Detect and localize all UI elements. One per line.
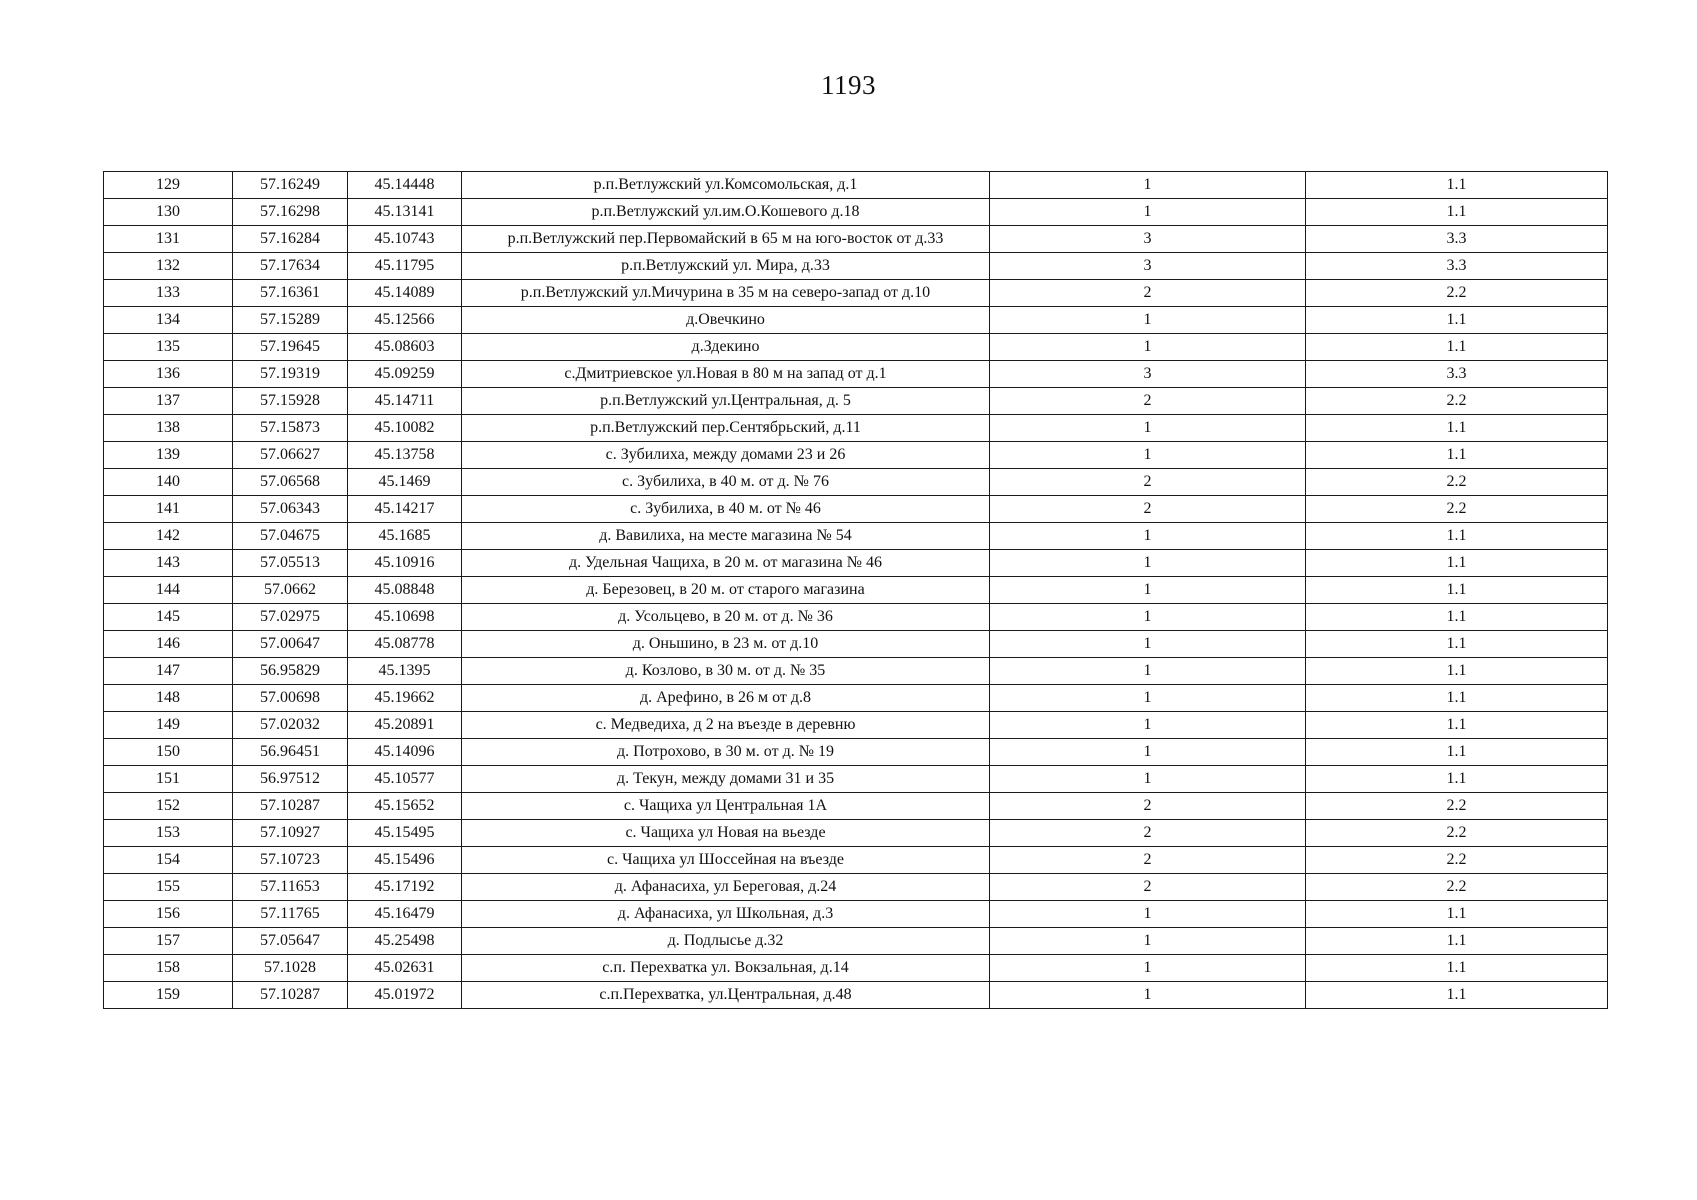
longitude-cell: 45.09259 xyxy=(348,361,462,388)
container-count-cell: 2 xyxy=(990,388,1306,415)
row-number-cell: 156 xyxy=(104,901,233,928)
volume-cell: 2.2 xyxy=(1306,847,1608,874)
address-cell: д. Подлысье д.32 xyxy=(462,928,990,955)
container-count-cell: 2 xyxy=(990,280,1306,307)
address-cell: д. Текун, между домами 31 и 35 xyxy=(462,766,990,793)
table-row xyxy=(104,442,1608,469)
longitude-cell: 45.17192 xyxy=(348,874,462,901)
latitude-cell: 57.19319 xyxy=(233,361,348,388)
table-row xyxy=(104,982,1608,1009)
latitude-cell: 57.10287 xyxy=(233,982,348,1009)
address-cell: р.п.Ветлужский ул.Мичурина в 35 м на северо-запад от д.10 xyxy=(462,280,990,307)
table-row xyxy=(104,766,1608,793)
longitude-cell: 45.1395 xyxy=(348,658,462,685)
volume-cell: 1.1 xyxy=(1306,631,1608,658)
volume-cell: 1.1 xyxy=(1306,577,1608,604)
table-row xyxy=(104,955,1608,982)
longitude-cell: 45.10082 xyxy=(348,415,462,442)
latitude-cell: 57.00698 xyxy=(233,685,348,712)
longitude-cell: 45.02631 xyxy=(348,955,462,982)
longitude-cell: 45.14448 xyxy=(348,172,462,199)
table-row xyxy=(104,847,1608,874)
volume-cell: 2.2 xyxy=(1306,820,1608,847)
address-cell: с.Дмитриевское ул.Новая в 80 м на запад от д.1 xyxy=(462,361,990,388)
row-number-cell: 137 xyxy=(104,388,233,415)
container-count-cell: 1 xyxy=(990,172,1306,199)
volume-cell: 2.2 xyxy=(1306,874,1608,901)
longitude-cell: 45.08778 xyxy=(348,631,462,658)
table-row xyxy=(104,550,1608,577)
volume-cell: 1.1 xyxy=(1306,739,1608,766)
volume-cell: 1.1 xyxy=(1306,550,1608,577)
latitude-cell: 57.04675 xyxy=(233,523,348,550)
longitude-cell: 45.15652 xyxy=(348,793,462,820)
table-row xyxy=(104,469,1608,496)
address-cell: с. Чащиха ул Новая на вьезде xyxy=(462,820,990,847)
volume-cell: 1.1 xyxy=(1306,415,1608,442)
table-row xyxy=(104,496,1608,523)
longitude-cell: 45.10698 xyxy=(348,604,462,631)
longitude-cell: 45.14089 xyxy=(348,280,462,307)
table-row xyxy=(104,577,1608,604)
volume-cell: 3.3 xyxy=(1306,361,1608,388)
volume-cell: 2.2 xyxy=(1306,793,1608,820)
longitude-cell: 45.1685 xyxy=(348,523,462,550)
container-count-cell: 1 xyxy=(990,901,1306,928)
latitude-cell: 57.19645 xyxy=(233,334,348,361)
table-row xyxy=(104,631,1608,658)
volume-cell: 1.1 xyxy=(1306,712,1608,739)
latitude-cell: 57.06343 xyxy=(233,496,348,523)
row-number-cell: 148 xyxy=(104,685,233,712)
latitude-cell: 57.16249 xyxy=(233,172,348,199)
table-row xyxy=(104,226,1608,253)
table-body xyxy=(104,172,1608,1009)
table-row xyxy=(104,604,1608,631)
row-number-cell: 143 xyxy=(104,550,233,577)
latitude-cell: 57.10723 xyxy=(233,847,348,874)
table-row xyxy=(104,253,1608,280)
container-count-cell: 3 xyxy=(990,253,1306,280)
address-cell: д. Оньшино, в 23 м. от д.10 xyxy=(462,631,990,658)
latitude-cell: 57.10927 xyxy=(233,820,348,847)
address-cell: р.п.Ветлужский пер.Первомайский в 65 м на юго-восток от д.33 xyxy=(462,226,990,253)
row-number-cell: 159 xyxy=(104,982,233,1009)
container-count-cell: 1 xyxy=(990,928,1306,955)
longitude-cell: 45.10916 xyxy=(348,550,462,577)
container-count-cell: 3 xyxy=(990,226,1306,253)
longitude-cell: 45.11795 xyxy=(348,253,462,280)
row-number-cell: 145 xyxy=(104,604,233,631)
row-number-cell: 135 xyxy=(104,334,233,361)
row-number-cell: 138 xyxy=(104,415,233,442)
row-number-cell: 133 xyxy=(104,280,233,307)
latitude-cell: 57.11765 xyxy=(233,901,348,928)
volume-cell: 2.2 xyxy=(1306,496,1608,523)
volume-cell: 1.1 xyxy=(1306,172,1608,199)
row-number-cell: 142 xyxy=(104,523,233,550)
longitude-cell: 45.01972 xyxy=(348,982,462,1009)
container-count-cell: 2 xyxy=(990,496,1306,523)
longitude-cell: 45.12566 xyxy=(348,307,462,334)
address-cell: р.п.Ветлужский ул.Центральная, д. 5 xyxy=(462,388,990,415)
latitude-cell: 57.16298 xyxy=(233,199,348,226)
address-cell: д. Удельная Чащиха, в 20 м. от магазина № 46 xyxy=(462,550,990,577)
volume-cell: 2.2 xyxy=(1306,388,1608,415)
longitude-cell: 45.19662 xyxy=(348,685,462,712)
address-cell: д. Козлово, в 30 м. от д. № 35 xyxy=(462,658,990,685)
latitude-cell: 56.96451 xyxy=(233,739,348,766)
table-row xyxy=(104,685,1608,712)
volume-cell: 1.1 xyxy=(1306,685,1608,712)
data-table xyxy=(103,171,1608,1009)
table-row xyxy=(104,415,1608,442)
container-count-cell: 1 xyxy=(990,577,1306,604)
volume-cell: 3.3 xyxy=(1306,253,1608,280)
container-count-cell: 1 xyxy=(990,415,1306,442)
table-row xyxy=(104,280,1608,307)
volume-cell: 1.1 xyxy=(1306,955,1608,982)
row-number-cell: 154 xyxy=(104,847,233,874)
row-number-cell: 134 xyxy=(104,307,233,334)
row-number-cell: 132 xyxy=(104,253,233,280)
row-number-cell: 131 xyxy=(104,226,233,253)
row-number-cell: 129 xyxy=(104,172,233,199)
table-row xyxy=(104,874,1608,901)
container-count-cell: 1 xyxy=(990,604,1306,631)
address-cell: р.п.Ветлужский ул.им.О.Кошевого д.18 xyxy=(462,199,990,226)
address-cell: д.Здекино xyxy=(462,334,990,361)
table-row xyxy=(104,928,1608,955)
latitude-cell: 57.17634 xyxy=(233,253,348,280)
latitude-cell: 57.05647 xyxy=(233,928,348,955)
latitude-cell: 56.97512 xyxy=(233,766,348,793)
container-count-cell: 2 xyxy=(990,874,1306,901)
volume-cell: 1.1 xyxy=(1306,199,1608,226)
container-count-cell: 1 xyxy=(990,982,1306,1009)
table-row xyxy=(104,793,1608,820)
longitude-cell: 45.15495 xyxy=(348,820,462,847)
container-count-cell: 1 xyxy=(990,307,1306,334)
row-number-cell: 157 xyxy=(104,928,233,955)
longitude-cell: 45.1469 xyxy=(348,469,462,496)
latitude-cell: 57.02975 xyxy=(233,604,348,631)
address-cell: с. Зубилиха, в 40 м. от д. № 76 xyxy=(462,469,990,496)
longitude-cell: 45.25498 xyxy=(348,928,462,955)
row-number-cell: 141 xyxy=(104,496,233,523)
container-count-cell: 1 xyxy=(990,523,1306,550)
container-count-cell: 1 xyxy=(990,550,1306,577)
table-row xyxy=(104,388,1608,415)
row-number-cell: 158 xyxy=(104,955,233,982)
volume-cell: 2.2 xyxy=(1306,469,1608,496)
table-row xyxy=(104,172,1608,199)
container-count-cell: 1 xyxy=(990,334,1306,361)
volume-cell: 3.3 xyxy=(1306,226,1608,253)
longitude-cell: 45.08603 xyxy=(348,334,462,361)
volume-cell: 1.1 xyxy=(1306,334,1608,361)
table-row xyxy=(104,307,1608,334)
longitude-cell: 45.16479 xyxy=(348,901,462,928)
latitude-cell: 57.10287 xyxy=(233,793,348,820)
row-number-cell: 150 xyxy=(104,739,233,766)
latitude-cell: 57.11653 xyxy=(233,874,348,901)
table-row xyxy=(104,820,1608,847)
row-number-cell: 151 xyxy=(104,766,233,793)
latitude-cell: 57.06568 xyxy=(233,469,348,496)
container-count-cell: 2 xyxy=(990,793,1306,820)
container-count-cell: 1 xyxy=(990,442,1306,469)
container-count-cell: 1 xyxy=(990,658,1306,685)
volume-cell: 1.1 xyxy=(1306,901,1608,928)
volume-cell: 1.1 xyxy=(1306,604,1608,631)
container-count-cell: 1 xyxy=(990,712,1306,739)
row-number-cell: 147 xyxy=(104,658,233,685)
table-row xyxy=(104,712,1608,739)
table-row xyxy=(104,334,1608,361)
latitude-cell: 57.0662 xyxy=(233,577,348,604)
longitude-cell: 45.15496 xyxy=(348,847,462,874)
latitude-cell: 57.00647 xyxy=(233,631,348,658)
container-count-cell: 2 xyxy=(990,820,1306,847)
address-cell: д. Вавилиха, на месте магазина № 54 xyxy=(462,523,990,550)
longitude-cell: 45.13141 xyxy=(348,199,462,226)
latitude-cell: 57.02032 xyxy=(233,712,348,739)
address-cell: д. Березовец, в 20 м. от старого магазина xyxy=(462,577,990,604)
address-cell: с. Зубилиха, между домами 23 и 26 xyxy=(462,442,990,469)
container-count-cell: 1 xyxy=(990,955,1306,982)
longitude-cell: 45.08848 xyxy=(348,577,462,604)
row-number-cell: 146 xyxy=(104,631,233,658)
volume-cell: 1.1 xyxy=(1306,307,1608,334)
row-number-cell: 136 xyxy=(104,361,233,388)
container-count-cell: 2 xyxy=(990,847,1306,874)
latitude-cell: 57.16361 xyxy=(233,280,348,307)
volume-cell: 2.2 xyxy=(1306,280,1608,307)
latitude-cell: 56.95829 xyxy=(233,658,348,685)
row-number-cell: 139 xyxy=(104,442,233,469)
latitude-cell: 57.15873 xyxy=(233,415,348,442)
table-row xyxy=(104,361,1608,388)
volume-cell: 1.1 xyxy=(1306,658,1608,685)
address-cell: с. Зубилиха, в 40 м. от № 46 xyxy=(462,496,990,523)
address-cell: р.п.Ветлужский ул. Мира, д.33 xyxy=(462,253,990,280)
volume-cell: 1.1 xyxy=(1306,928,1608,955)
table-row xyxy=(104,739,1608,766)
volume-cell: 1.1 xyxy=(1306,442,1608,469)
container-count-cell: 1 xyxy=(990,199,1306,226)
volume-cell: 1.1 xyxy=(1306,766,1608,793)
address-cell: с.п. Перехватка ул. Вокзальная, д.14 xyxy=(462,955,990,982)
longitude-cell: 45.14217 xyxy=(348,496,462,523)
latitude-cell: 57.16284 xyxy=(233,226,348,253)
row-number-cell: 144 xyxy=(104,577,233,604)
container-count-cell: 2 xyxy=(990,469,1306,496)
row-number-cell: 153 xyxy=(104,820,233,847)
address-cell: д. Афанасиха, ул Школьная, д.3 xyxy=(462,901,990,928)
address-cell: р.п.Ветлужский ул.Комсомольская, д.1 xyxy=(462,172,990,199)
container-count-cell: 1 xyxy=(990,685,1306,712)
address-cell: д. Арефино, в 26 м от д.8 xyxy=(462,685,990,712)
table-row xyxy=(104,901,1608,928)
page-number: 1193 xyxy=(821,70,876,100)
container-count-cell: 1 xyxy=(990,631,1306,658)
address-cell: с. Медведиха, д 2 на въезде в деревню xyxy=(462,712,990,739)
longitude-cell: 45.10577 xyxy=(348,766,462,793)
address-cell: с. Чащиха ул Центральная 1А xyxy=(462,793,990,820)
address-cell: р.п.Ветлужский пер.Сентябрьский, д.11 xyxy=(462,415,990,442)
latitude-cell: 57.15928 xyxy=(233,388,348,415)
longitude-cell: 45.20891 xyxy=(348,712,462,739)
row-number-cell: 149 xyxy=(104,712,233,739)
address-cell: с.п.Перехватка, ул.Центральная, д.48 xyxy=(462,982,990,1009)
latitude-cell: 57.06627 xyxy=(233,442,348,469)
longitude-cell: 45.14096 xyxy=(348,739,462,766)
table-row xyxy=(104,658,1608,685)
latitude-cell: 57.05513 xyxy=(233,550,348,577)
longitude-cell: 45.10743 xyxy=(348,226,462,253)
table-row xyxy=(104,523,1608,550)
latitude-cell: 57.15289 xyxy=(233,307,348,334)
row-number-cell: 152 xyxy=(104,793,233,820)
address-cell: д. Потрохово, в 30 м. от д. № 19 xyxy=(462,739,990,766)
longitude-cell: 45.14711 xyxy=(348,388,462,415)
address-cell: д. Усольцево, в 20 м. от д. № 36 xyxy=(462,604,990,631)
address-cell: с. Чащиха ул Шоссейная на въезде xyxy=(462,847,990,874)
address-cell: д. Афанасиха, ул Береговая, д.24 xyxy=(462,874,990,901)
volume-cell: 1.1 xyxy=(1306,523,1608,550)
container-count-cell: 1 xyxy=(990,739,1306,766)
latitude-cell: 57.1028 xyxy=(233,955,348,982)
row-number-cell: 140 xyxy=(104,469,233,496)
row-number-cell: 130 xyxy=(104,199,233,226)
row-number-cell: 155 xyxy=(104,874,233,901)
volume-cell: 1.1 xyxy=(1306,982,1608,1009)
table-row xyxy=(104,199,1608,226)
longitude-cell: 45.13758 xyxy=(348,442,462,469)
container-count-cell: 3 xyxy=(990,361,1306,388)
container-count-cell: 1 xyxy=(990,766,1306,793)
address-cell: д.Овечкино xyxy=(462,307,990,334)
